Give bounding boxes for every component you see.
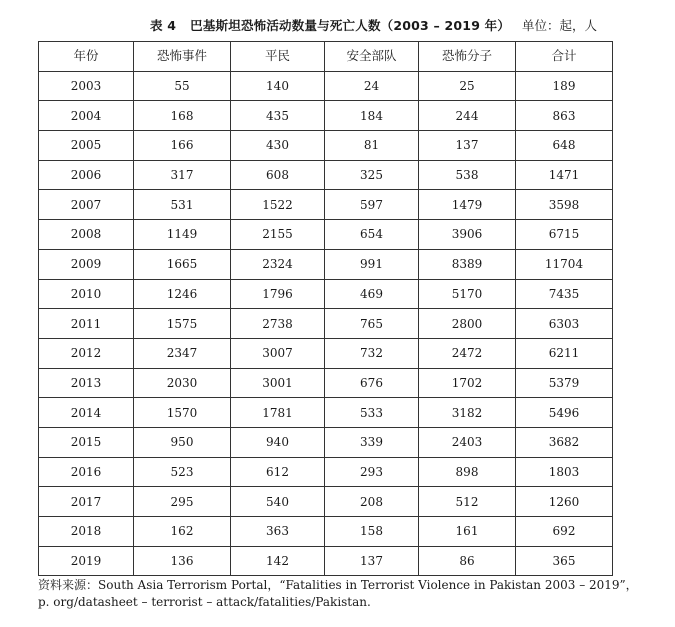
- cell-total: 648: [516, 131, 613, 161]
- cell-civilians: 142: [231, 546, 325, 576]
- cell-year: 2012: [39, 338, 134, 368]
- cell-security-forces: 184: [325, 101, 419, 131]
- cell-incidents: 950: [134, 427, 231, 457]
- cell-security-forces: 732: [325, 338, 419, 368]
- cell-total: 6715: [516, 220, 613, 250]
- cell-civilians: 940: [231, 427, 325, 457]
- table-row: [39, 427, 613, 457]
- cell-incidents: 1570: [134, 398, 231, 428]
- cell-terrorists: 538: [419, 160, 516, 190]
- cell-year: 2005: [39, 131, 134, 161]
- cell-incidents: 166: [134, 131, 231, 161]
- table-caption: [150, 16, 510, 34]
- cell-civilians: 608: [231, 160, 325, 190]
- cell-year: 2006: [39, 160, 134, 190]
- cell-security-forces: 991: [325, 249, 419, 279]
- cell-civilians: 2738: [231, 309, 325, 339]
- cell-terrorists: 1702: [419, 368, 516, 398]
- cell-civilians: 612: [231, 457, 325, 487]
- cell-total: 5496: [516, 398, 613, 428]
- cell-incidents: 317: [134, 160, 231, 190]
- source-line-1: South Asia Terrorism Portal，“Fatalities in Terrorist Violence in Pakistan 2003 – 2019”，: [98, 578, 638, 592]
- cell-year: 2009: [39, 249, 134, 279]
- table-row: [39, 546, 613, 576]
- cell-incidents: 1246: [134, 279, 231, 309]
- cell-total: 1260: [516, 487, 613, 517]
- cell-terrorists: 898: [419, 457, 516, 487]
- cell-civilians: 3007: [231, 338, 325, 368]
- table-row: [39, 338, 613, 368]
- cell-incidents: 531: [134, 190, 231, 220]
- data-table: [38, 41, 613, 576]
- cell-year: 2007: [39, 190, 134, 220]
- cell-year: 2015: [39, 427, 134, 457]
- cell-incidents: 55: [134, 71, 231, 101]
- cell-incidents: 136: [134, 546, 231, 576]
- cell-total: 189: [516, 71, 613, 101]
- cell-security-forces: 293: [325, 457, 419, 487]
- cell-security-forces: 158: [325, 517, 419, 547]
- table-row: [39, 160, 613, 190]
- cell-terrorists: 2472: [419, 338, 516, 368]
- cell-security-forces: 325: [325, 160, 419, 190]
- cell-total: 6303: [516, 309, 613, 339]
- header-total: 合计: [516, 42, 613, 72]
- table-row: [39, 101, 613, 131]
- header-security-forces: 安全部队: [325, 42, 419, 72]
- cell-total: 1471: [516, 160, 613, 190]
- cell-security-forces: 137: [325, 546, 419, 576]
- source-note: [38, 577, 638, 611]
- cell-total: 11704: [516, 249, 613, 279]
- cell-total: 365: [516, 546, 613, 576]
- table-row: [39, 309, 613, 339]
- cell-terrorists: 1479: [419, 190, 516, 220]
- cell-terrorists: 25: [419, 71, 516, 101]
- table-row: [39, 71, 613, 101]
- cell-security-forces: 339: [325, 427, 419, 457]
- cell-incidents: 1149: [134, 220, 231, 250]
- source-line-2: p. org/datasheet – terrorist – attack/fatalities/Pakistan.: [38, 595, 371, 609]
- table-row: [39, 190, 613, 220]
- cell-incidents: 2347: [134, 338, 231, 368]
- table-row: [39, 279, 613, 309]
- cell-year: 2013: [39, 368, 134, 398]
- table-number: 表 4: [150, 18, 177, 33]
- cell-terrorists: 86: [419, 546, 516, 576]
- cell-total: 5379: [516, 368, 613, 398]
- cell-civilians: 540: [231, 487, 325, 517]
- cell-security-forces: 654: [325, 220, 419, 250]
- cell-civilians: 363: [231, 517, 325, 547]
- cell-terrorists: 8389: [419, 249, 516, 279]
- cell-civilians: 1522: [231, 190, 325, 220]
- cell-terrorists: 3906: [419, 220, 516, 250]
- table-row: [39, 368, 613, 398]
- header-civilians: 平民: [231, 42, 325, 72]
- caption-row: [0, 12, 675, 36]
- cell-terrorists: 2800: [419, 309, 516, 339]
- cell-incidents: 168: [134, 101, 231, 131]
- cell-civilians: 1796: [231, 279, 325, 309]
- table-row: [39, 457, 613, 487]
- cell-terrorists: 244: [419, 101, 516, 131]
- cell-civilians: 1781: [231, 398, 325, 428]
- cell-security-forces: 676: [325, 368, 419, 398]
- table-row: [39, 220, 613, 250]
- header-terrorists: 恐怖分子: [419, 42, 516, 72]
- table-row: [39, 249, 613, 279]
- cell-total: 3682: [516, 427, 613, 457]
- header-year: 年份: [39, 42, 134, 72]
- cell-civilians: 140: [231, 71, 325, 101]
- cell-terrorists: 137: [419, 131, 516, 161]
- cell-total: 1803: [516, 457, 613, 487]
- cell-security-forces: 597: [325, 190, 419, 220]
- cell-civilians: 2324: [231, 249, 325, 279]
- cell-total: 7435: [516, 279, 613, 309]
- cell-year: 2003: [39, 71, 134, 101]
- cell-civilians: 435: [231, 101, 325, 131]
- table-row: [39, 487, 613, 517]
- cell-terrorists: 2403: [419, 427, 516, 457]
- cell-year: 2011: [39, 309, 134, 339]
- source-label: 资料来源：: [38, 578, 99, 592]
- cell-year: 2018: [39, 517, 134, 547]
- cell-total: 3598: [516, 190, 613, 220]
- table-body: [39, 71, 613, 576]
- cell-security-forces: 24: [325, 71, 419, 101]
- cell-terrorists: 3182: [419, 398, 516, 428]
- cell-civilians: 430: [231, 131, 325, 161]
- cell-year: 2019: [39, 546, 134, 576]
- cell-security-forces: 469: [325, 279, 419, 309]
- cell-civilians: 2155: [231, 220, 325, 250]
- cell-incidents: 295: [134, 487, 231, 517]
- cell-year: 2017: [39, 487, 134, 517]
- cell-incidents: 162: [134, 517, 231, 547]
- cell-incidents: 1665: [134, 249, 231, 279]
- cell-year: 2004: [39, 101, 134, 131]
- cell-total: 863: [516, 101, 613, 131]
- table-row: [39, 131, 613, 161]
- cell-terrorists: 5170: [419, 279, 516, 309]
- table-row: [39, 517, 613, 547]
- cell-incidents: 2030: [134, 368, 231, 398]
- cell-security-forces: 533: [325, 398, 419, 428]
- cell-total: 692: [516, 517, 613, 547]
- table-header-row: [39, 42, 613, 72]
- cell-year: 2008: [39, 220, 134, 250]
- cell-terrorists: 512: [419, 487, 516, 517]
- unit-note: 单位：起，人: [522, 18, 598, 33]
- table-title: 巴基斯坦恐怖活动数量与死亡人数（2003 – 2019 年）: [190, 18, 511, 33]
- cell-incidents: 1575: [134, 309, 231, 339]
- cell-year: 2014: [39, 398, 134, 428]
- cell-terrorists: 161: [419, 517, 516, 547]
- cell-security-forces: 208: [325, 487, 419, 517]
- cell-security-forces: 765: [325, 309, 419, 339]
- header-incidents: 恐怖事件: [134, 42, 231, 72]
- cell-incidents: 523: [134, 457, 231, 487]
- cell-year: 2010: [39, 279, 134, 309]
- cell-civilians: 3001: [231, 368, 325, 398]
- cell-year: 2016: [39, 457, 134, 487]
- cell-total: 6211: [516, 338, 613, 368]
- table-row: [39, 398, 613, 428]
- cell-security-forces: 81: [325, 131, 419, 161]
